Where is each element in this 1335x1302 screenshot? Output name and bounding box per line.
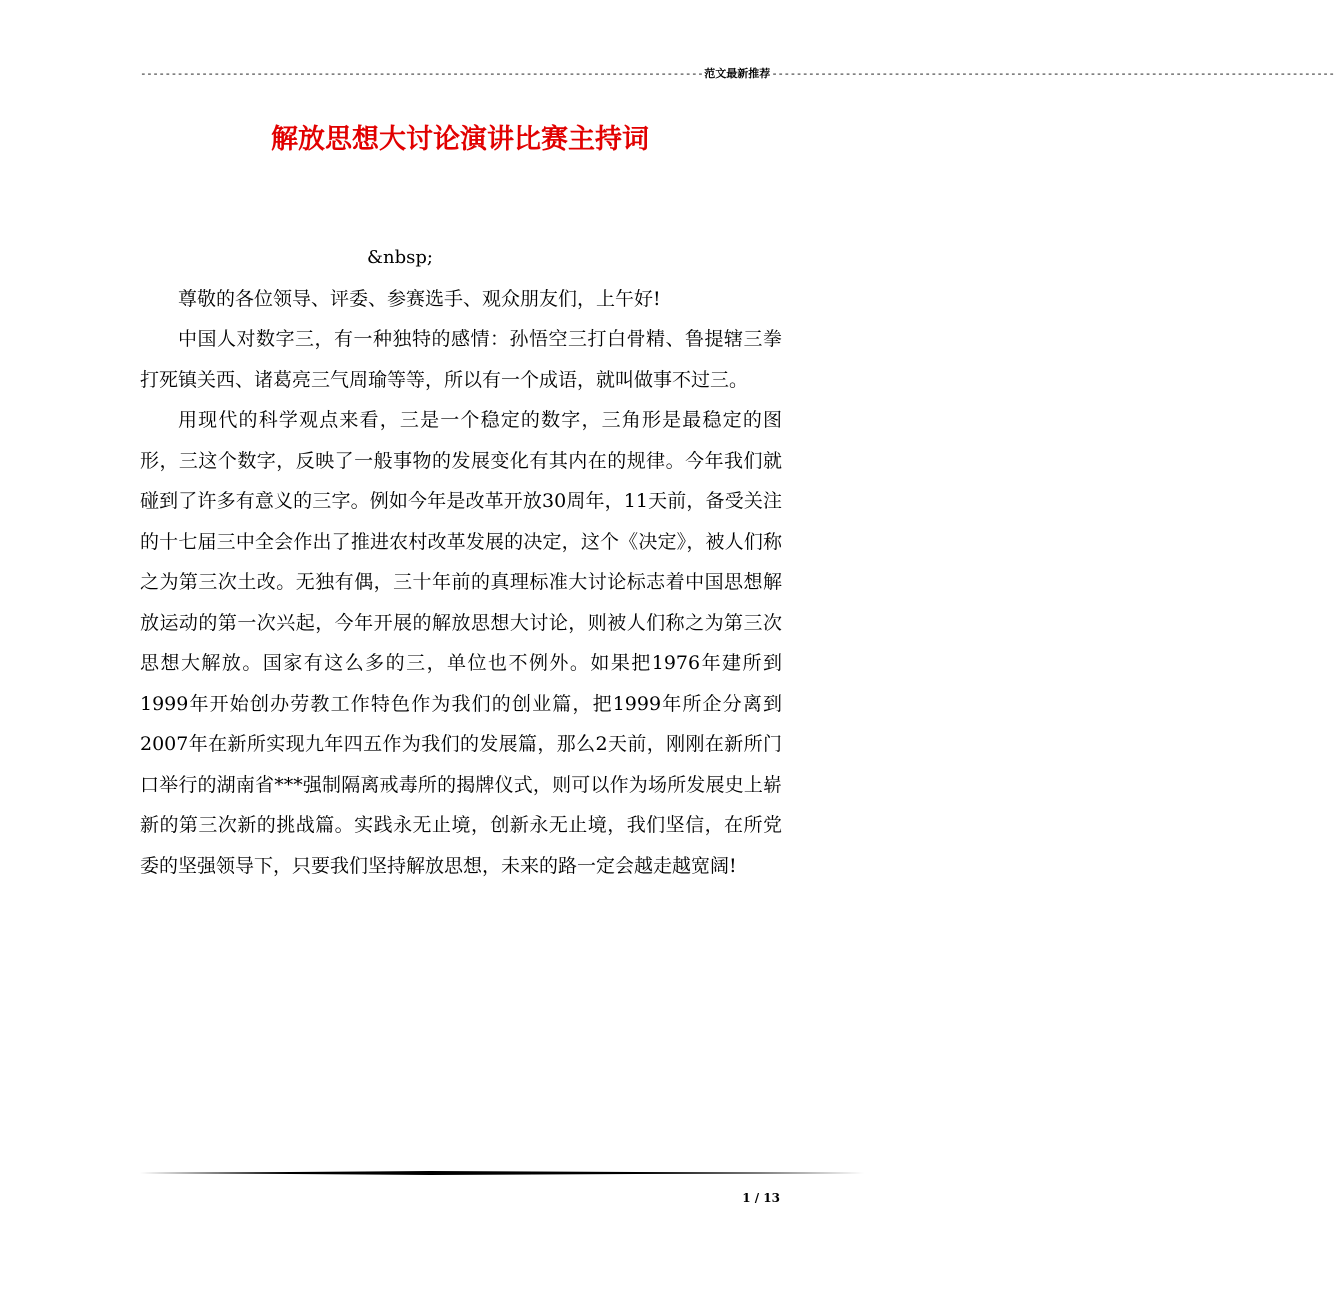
page-number: 1 / 13 (742, 1191, 780, 1205)
paragraph-main: 用现代的科学观点来看，三是一个稳定的数字，三角形是最稳定的图形，三这个数字，反映了一般事物的发展变化有其内在的规律。今年我们就碰到了许多有意义的三字。例如今年是改革开放30周年，11天前，备受关注的十七届三中全会作出了推进农村改革发展的决定，这个《决定》，被人们称之为第三次土改。无独有偶，三十年前的真理标准大讨论标志着中国思想解放运动的第一次兴起，今年开展的解放思想大讨论，则被人们称之为第三次思想大解放。国家有这么多的三，单位也不例外。如果把1976年建所到1999年开始创办劳教工作特色作为我们的创业篇，把1999年所企分离到2007年在新所实现九年四五作为我们的发展篇，那么2天前，刚刚在新所门口举行的湖南省***强制隔离戒毒所的揭牌仪式，则可以作为场所发展史上崭新的第三次新的挑战篇。实践永无止境，创新永无止境，我们坚信，在所党委的坚强领导下，只要我们坚持解放思想，未来的路一定会越走越宽阔! (140, 409, 782, 877)
page-header (140, 66, 1335, 82)
paragraph-number-three: 中国人对数字三，有一种独特的感情：孙悟空三打白骨精、鲁提辖三拳打死镇关西、诸葛亮三气周瑜等等，所以有一个成语，就叫做事不过三。 (140, 328, 782, 391)
document-title: 解放思想大讨论演讲比赛主持词 (271, 124, 649, 155)
header-dashes-left: -------------------------------------------------------------------------------------------- (140, 67, 704, 80)
header-dashes-right: -------------------------------------------------------------------------------------------- (771, 67, 1335, 80)
header-text: 范文最新推荐 (704, 67, 771, 80)
paragraph-greeting: 尊敬的各位领导、评委、参赛选手、观众朋友们，上午好! (178, 287, 661, 310)
nbsp-line: &nbsp; (367, 247, 433, 268)
footer-rule (140, 1169, 864, 1177)
document-body (140, 238, 782, 886)
